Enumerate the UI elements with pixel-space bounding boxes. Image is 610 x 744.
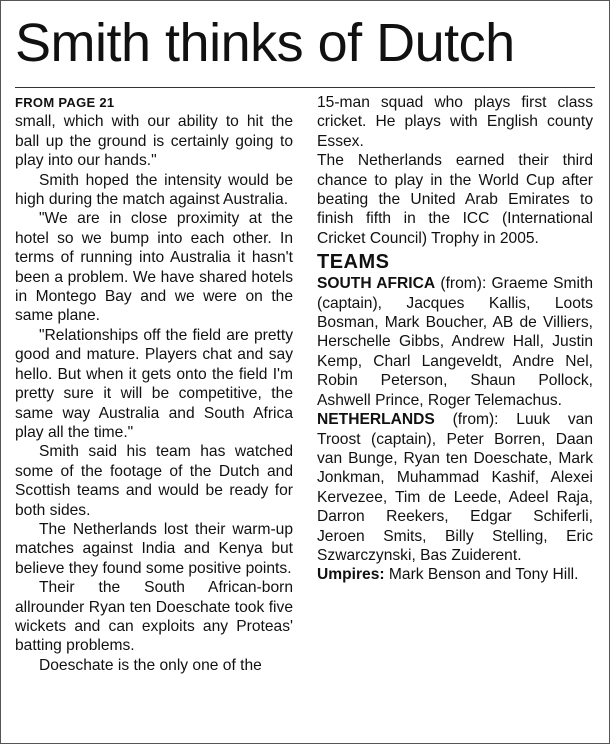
left-column [15,93,293,675]
paragraph: "Relationships off the field are pretty good and mature. Players chat and say hello. But when it gets onto the field I'm pretty sure it will be competitive, the same way Australia and South Africa play all the time." [15,326,293,441]
paragraph: "We are in close proximity at the hotel so we bump into each other. In terms of running into Australia it hasn't been a problem. We have shared hotels in Montego Bay and we were on the same plane. [15,210,293,325]
right-column [317,93,593,585]
netherlands-squad [317,410,593,565]
headline-rule [15,87,595,88]
kicker: FROM PAGE 21 [15,95,115,110]
umpires-label: Umpires: [317,566,385,584]
umpires-names: Mark Benson and Tony Hill. [384,566,579,584]
paragraph: Doeschate is the only one of the [39,656,262,674]
teams-heading: TEAMS [317,251,390,274]
headline: Smith thinks of Dutch [15,13,515,73]
paragraph: The Netherlands lost their warm-up matches against India and Kenya but believe they found some positive points. [15,520,293,577]
paragraph-continuation: small, which with our ability to hit the ball up the ground is certainly going to play into our hands." [15,113,293,170]
netherlands-label: NETHERLANDS [317,411,435,429]
paragraph: The Netherlands earned their third chance to play in the World Cup after beating the United Arab Emirates to finish fifth in the ICC (International Cricket Council) Trophy in 2005. [317,152,593,247]
south-africa-players: (from): Graeme Smith (captain), Jacques Kallis, Loots Bosman, Mark Boucher, AB de Villiers, Herschelle Gibbs, Andrew Hall, Justin Kemp, Charl Langeveldt, Andre Nel, Robin Peterson, Shaun Pollock, Ashwell Prince, Roger Telemachus. [317,275,593,409]
paragraph: Their the South African-born allrounder Ryan ten Doeschate took five wickets and can exploits any Proteas' batting problems. [15,579,293,655]
paragraph-continuation: 15-man squad who plays first class cricket. He plays with English county Essex. [317,94,593,150]
netherlands-players: (from): Luuk van Troost (captain), Peter Borren, Daan van Bunge, Ryan ten Doeschate, Mark Jonkman, Muhammad Kashif, Alexei Kervezee, Tim de Leede, Adeel Raja, Darron Reekers, Edgar Schiferli, Jeroen Smits, Billy Stelling, Eric Szwarczynski, Bas Zuiderent. [317,411,593,564]
south-africa-label: SOUTH AFRICA [317,275,436,293]
south-africa-squad [317,274,593,410]
umpires-line [317,565,593,584]
paragraph: Smith hoped the intensity would be high during the match against Australia. [15,171,293,209]
paragraph: Smith said his team has watched some of the footage of the Dutch and Scottish teams and would be ready for both sides. [15,443,293,519]
